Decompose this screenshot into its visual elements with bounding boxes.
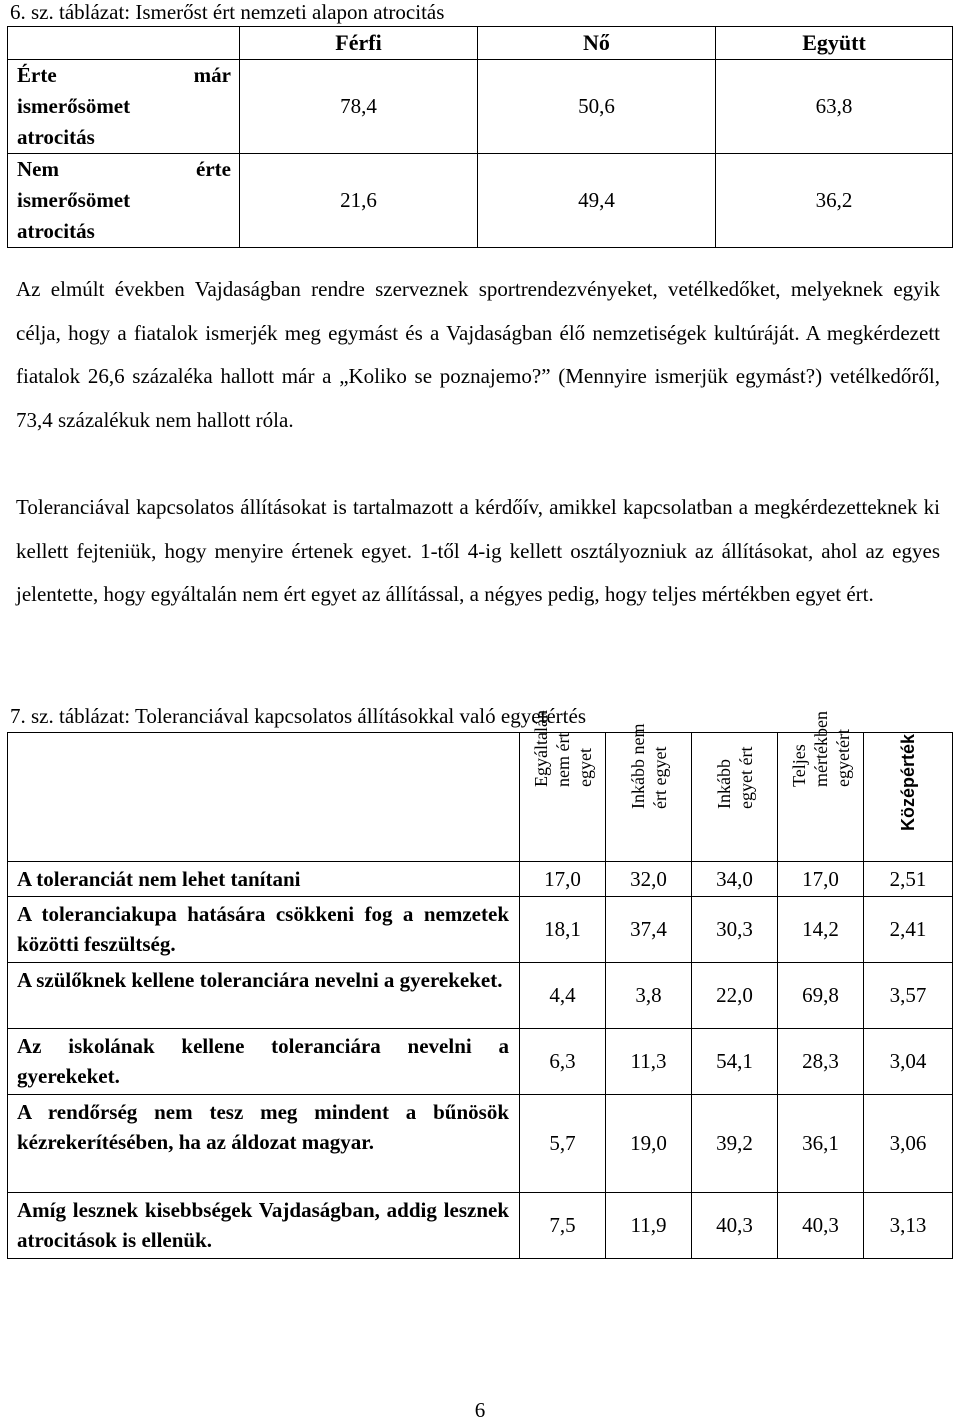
- table7-cell: 18,1: [520, 897, 606, 963]
- table7-cell: 34,0: [692, 862, 778, 897]
- table6-row-label: Érte már ismerősömet atrocitás: [8, 60, 240, 154]
- table7-cell: 6,3: [520, 1029, 606, 1095]
- table7-header-cell: Középérték: [864, 733, 953, 862]
- table6-cell: 36,2: [716, 154, 953, 248]
- table6-row: [8, 154, 953, 248]
- table7-cell: 39,2: [692, 1095, 778, 1193]
- table7-cell: 11,9: [606, 1193, 692, 1259]
- table7-corner-cell: [8, 733, 520, 862]
- table6-cell: 63,8: [716, 60, 953, 154]
- table7-cell: 3,13: [864, 1193, 953, 1259]
- table7-cell: 5,7: [520, 1095, 606, 1193]
- table7-cell: 54,1: [692, 1029, 778, 1095]
- table6-header-row: [8, 27, 953, 60]
- table6-corner-cell: [8, 27, 240, 60]
- table6-cell: 50,6: [478, 60, 716, 154]
- table7-row: [8, 897, 953, 963]
- table7-caption: 7. sz. táblázat: Toleranciával kapcsolatos állításokkal való egyetértés: [10, 704, 587, 728]
- table6-cell: 21,6: [240, 154, 478, 248]
- table7-cell: 14,2: [778, 897, 864, 963]
- table7-row: [8, 963, 953, 1029]
- table7-row: [8, 1095, 953, 1193]
- table7-row: [8, 1029, 953, 1095]
- body-paragraph: Az elmúlt években Vajdaságban rendre szerveznek sportrendezvényeket, vetélkedőket, melyeknek egyik célja, hogy a fiatalok ismerjék meg egymást és a Vajdaságban élő nemzetiségek kultúráját. A megkérdezett fiatalok 26,6 százaléka hallott már a „Koliko se poznajemo?” (Mennyire ismerjük egymást?) vetélkedőről, 73,4 százalékuk nem hallott róla.: [16, 277, 940, 432]
- table6-caption: 6. sz. táblázat: Ismerőst ért nemzeti alapon atrocitás: [10, 0, 445, 24]
- table7-row: [8, 862, 953, 897]
- table7-header-cell: Egyáltalán nem ért egyet: [520, 733, 606, 862]
- table7-cell: 28,3: [778, 1029, 864, 1095]
- table7-statement: A toleranciát nem lehet tanítani: [8, 862, 520, 897]
- table7-statement: Az iskolának kellene toleranciára nevelni a gyerekeket.: [8, 1029, 520, 1095]
- table7-header-cell: Teljes mértékben egyetért: [778, 733, 864, 862]
- table7-cell: 2,41: [864, 897, 953, 963]
- table6-header-cell: Férfi: [240, 27, 478, 60]
- table7-statement: A toleranciakupa hatására csökkeni fog a nemzetek közötti feszültség.: [8, 897, 520, 963]
- table6-header-cell: Nő: [478, 27, 716, 60]
- table7-cell: 69,8: [778, 963, 864, 1029]
- table7-cell: 11,3: [606, 1029, 692, 1095]
- body-paragraph: Toleranciával kapcsolatos állításokat is tartalmazott a kérdőív, amikkel kapcsolatban a megkérdezetteknek ki kellett fejteniük, hogy menyire értenek egyet. 1-től 4-ig kellett osztályozniuk az állításokat, ahol az egyes jelentette, hogy egyáltalán nem ért egyet az állítással, a négyes pedig, hogy teljes mértékben egyet ért.: [16, 495, 940, 606]
- table7-cell: 17,0: [778, 862, 864, 897]
- table6-row: [8, 60, 953, 154]
- table7-cell: 22,0: [692, 963, 778, 1029]
- table6: [7, 26, 953, 248]
- table7-statement: A rendőrség nem tesz meg mindent a bűnösök kézrekerítésében, ha az áldozat magyar.: [8, 1095, 520, 1193]
- table7-statement: Amíg lesznek kisebbségek Vajdaságban, addig lesznek atrocitások is ellenük.: [8, 1193, 520, 1259]
- table7-cell: 4,4: [520, 963, 606, 1029]
- table7-cell: 36,1: [778, 1095, 864, 1193]
- page-number: 6: [474, 1398, 486, 1422]
- table7-cell: 2,51: [864, 862, 953, 897]
- table7-cell: 3,06: [864, 1095, 953, 1193]
- table7-cell: 32,0: [606, 862, 692, 897]
- table7-row: [8, 1193, 953, 1259]
- table6-header-cell: Együtt: [716, 27, 953, 60]
- table6-row-label: Nem érte ismerősömet atrocitás: [8, 154, 240, 248]
- table7-header-cell: Inkább egyet ért: [692, 733, 778, 862]
- table6-cell: 49,4: [478, 154, 716, 248]
- table7-cell: 3,8: [606, 963, 692, 1029]
- table7-header-row: [8, 733, 953, 862]
- table7-cell: 7,5: [520, 1193, 606, 1259]
- table7-cell: 19,0: [606, 1095, 692, 1193]
- table7-cell: 17,0: [520, 862, 606, 897]
- table7-statement: A szülőknek kellene toleranciára nevelni a gyerekeket.: [8, 963, 520, 1029]
- table7-cell: 40,3: [778, 1193, 864, 1259]
- table7-cell: 30,3: [692, 897, 778, 963]
- table7-cell: 40,3: [692, 1193, 778, 1259]
- table7-cell: 3,57: [864, 963, 953, 1029]
- table7-header-cell: Inkább nem ért egyet: [606, 733, 692, 862]
- table7-cell: 3,04: [864, 1029, 953, 1095]
- table6-cell: 78,4: [240, 60, 478, 154]
- table7-cell: 37,4: [606, 897, 692, 963]
